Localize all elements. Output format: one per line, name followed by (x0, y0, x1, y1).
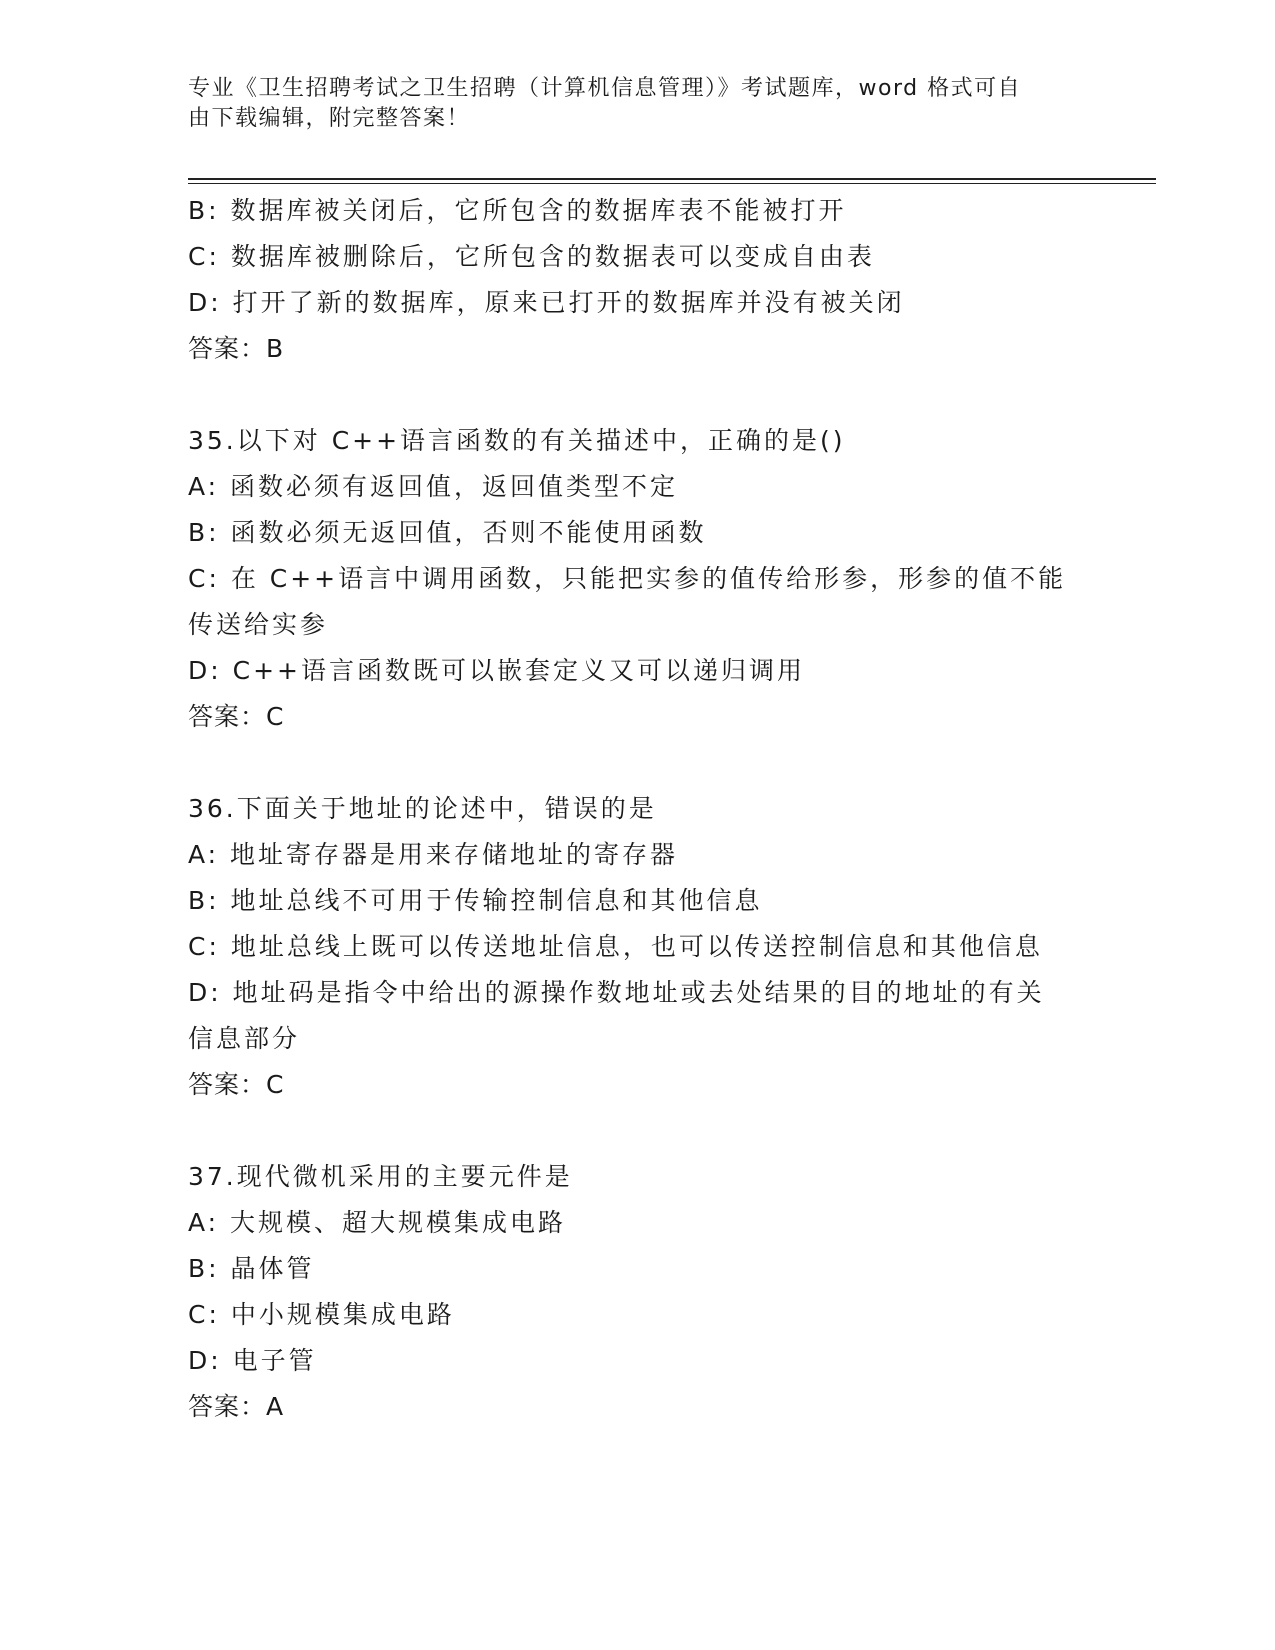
q37-option-a: A: 大规模、超大规模集成电路 (188, 1208, 567, 1237)
q37-option-d: D: 电子管 (188, 1346, 317, 1375)
q37-option-c: C: 中小规模集成电路 (188, 1300, 455, 1329)
header-divider-thin (188, 183, 1156, 184)
spacer (188, 1108, 1088, 1154)
q34-option-c: C: 数据库被删除后，它所包含的数据表可以变成自由表 (188, 242, 875, 271)
q36-answer: 答案：C (188, 1070, 285, 1099)
q36-option-c: C: 地址总线上既可以传送地址信息，也可以传送控制信息和其他信息 (188, 932, 1043, 961)
q35-option-d: D: C++语言函数既可以嵌套定义又可以递归调用 (188, 656, 805, 685)
spacer (188, 740, 1088, 786)
header-line-1: 专业《卫生招聘考试之卫生招聘（计算机信息管理）》考试题库，word 格式可自 (188, 76, 1022, 101)
q36-option-a: A: 地址寄存器是用来存储地址的寄存器 (188, 840, 679, 869)
spacer (188, 372, 1088, 418)
q36-option-d-line-1: D: 地址码是指令中给出的源操作数地址或去处结果的目的地址的有关 (188, 978, 1045, 1007)
q35-option-b: B: 函数必须无返回值，否则不能使用函数 (188, 518, 707, 547)
document-header (188, 74, 1068, 134)
question-37 (188, 1154, 1088, 1430)
question-34 (188, 188, 1088, 372)
q34-option-b: B: 数据库被关闭后，它所包含的数据库表不能被打开 (188, 196, 847, 225)
q35-option-c-line-1: C: 在 C++语言中调用函数，只能把实参的值传给形参，形参的值不能 (188, 564, 1067, 593)
q34-answer: 答案：B (188, 334, 285, 363)
q36-option-d-line-2: 信息部分 (188, 1024, 301, 1053)
q35-option-a: A: 函数必须有返回值，返回值类型不定 (188, 472, 679, 501)
question-list (188, 188, 1088, 1430)
question-35 (188, 418, 1088, 740)
q37-stem: 37.现代微机采用的主要元件是 (188, 1162, 573, 1191)
header-divider-thick (188, 178, 1156, 180)
q35-answer: 答案：C (188, 702, 285, 731)
header-line-2: 由下载编辑，附完整答案！ (188, 106, 471, 131)
q35-stem: 35.以下对 C++语言函数的有关描述中，正确的是() (188, 426, 846, 455)
question-36 (188, 786, 1088, 1108)
q37-option-b: B: 晶体管 (188, 1254, 315, 1283)
q37-answer: 答案：A (188, 1392, 285, 1421)
q34-option-d: D: 打开了新的数据库，原来已打开的数据库并没有被关闭 (188, 288, 905, 317)
q36-stem: 36.下面关于地址的论述中，错误的是 (188, 794, 657, 823)
q35-option-c-line-2: 传送给实参 (188, 610, 329, 639)
q36-option-b: B: 地址总线不可用于传输控制信息和其他信息 (188, 886, 763, 915)
